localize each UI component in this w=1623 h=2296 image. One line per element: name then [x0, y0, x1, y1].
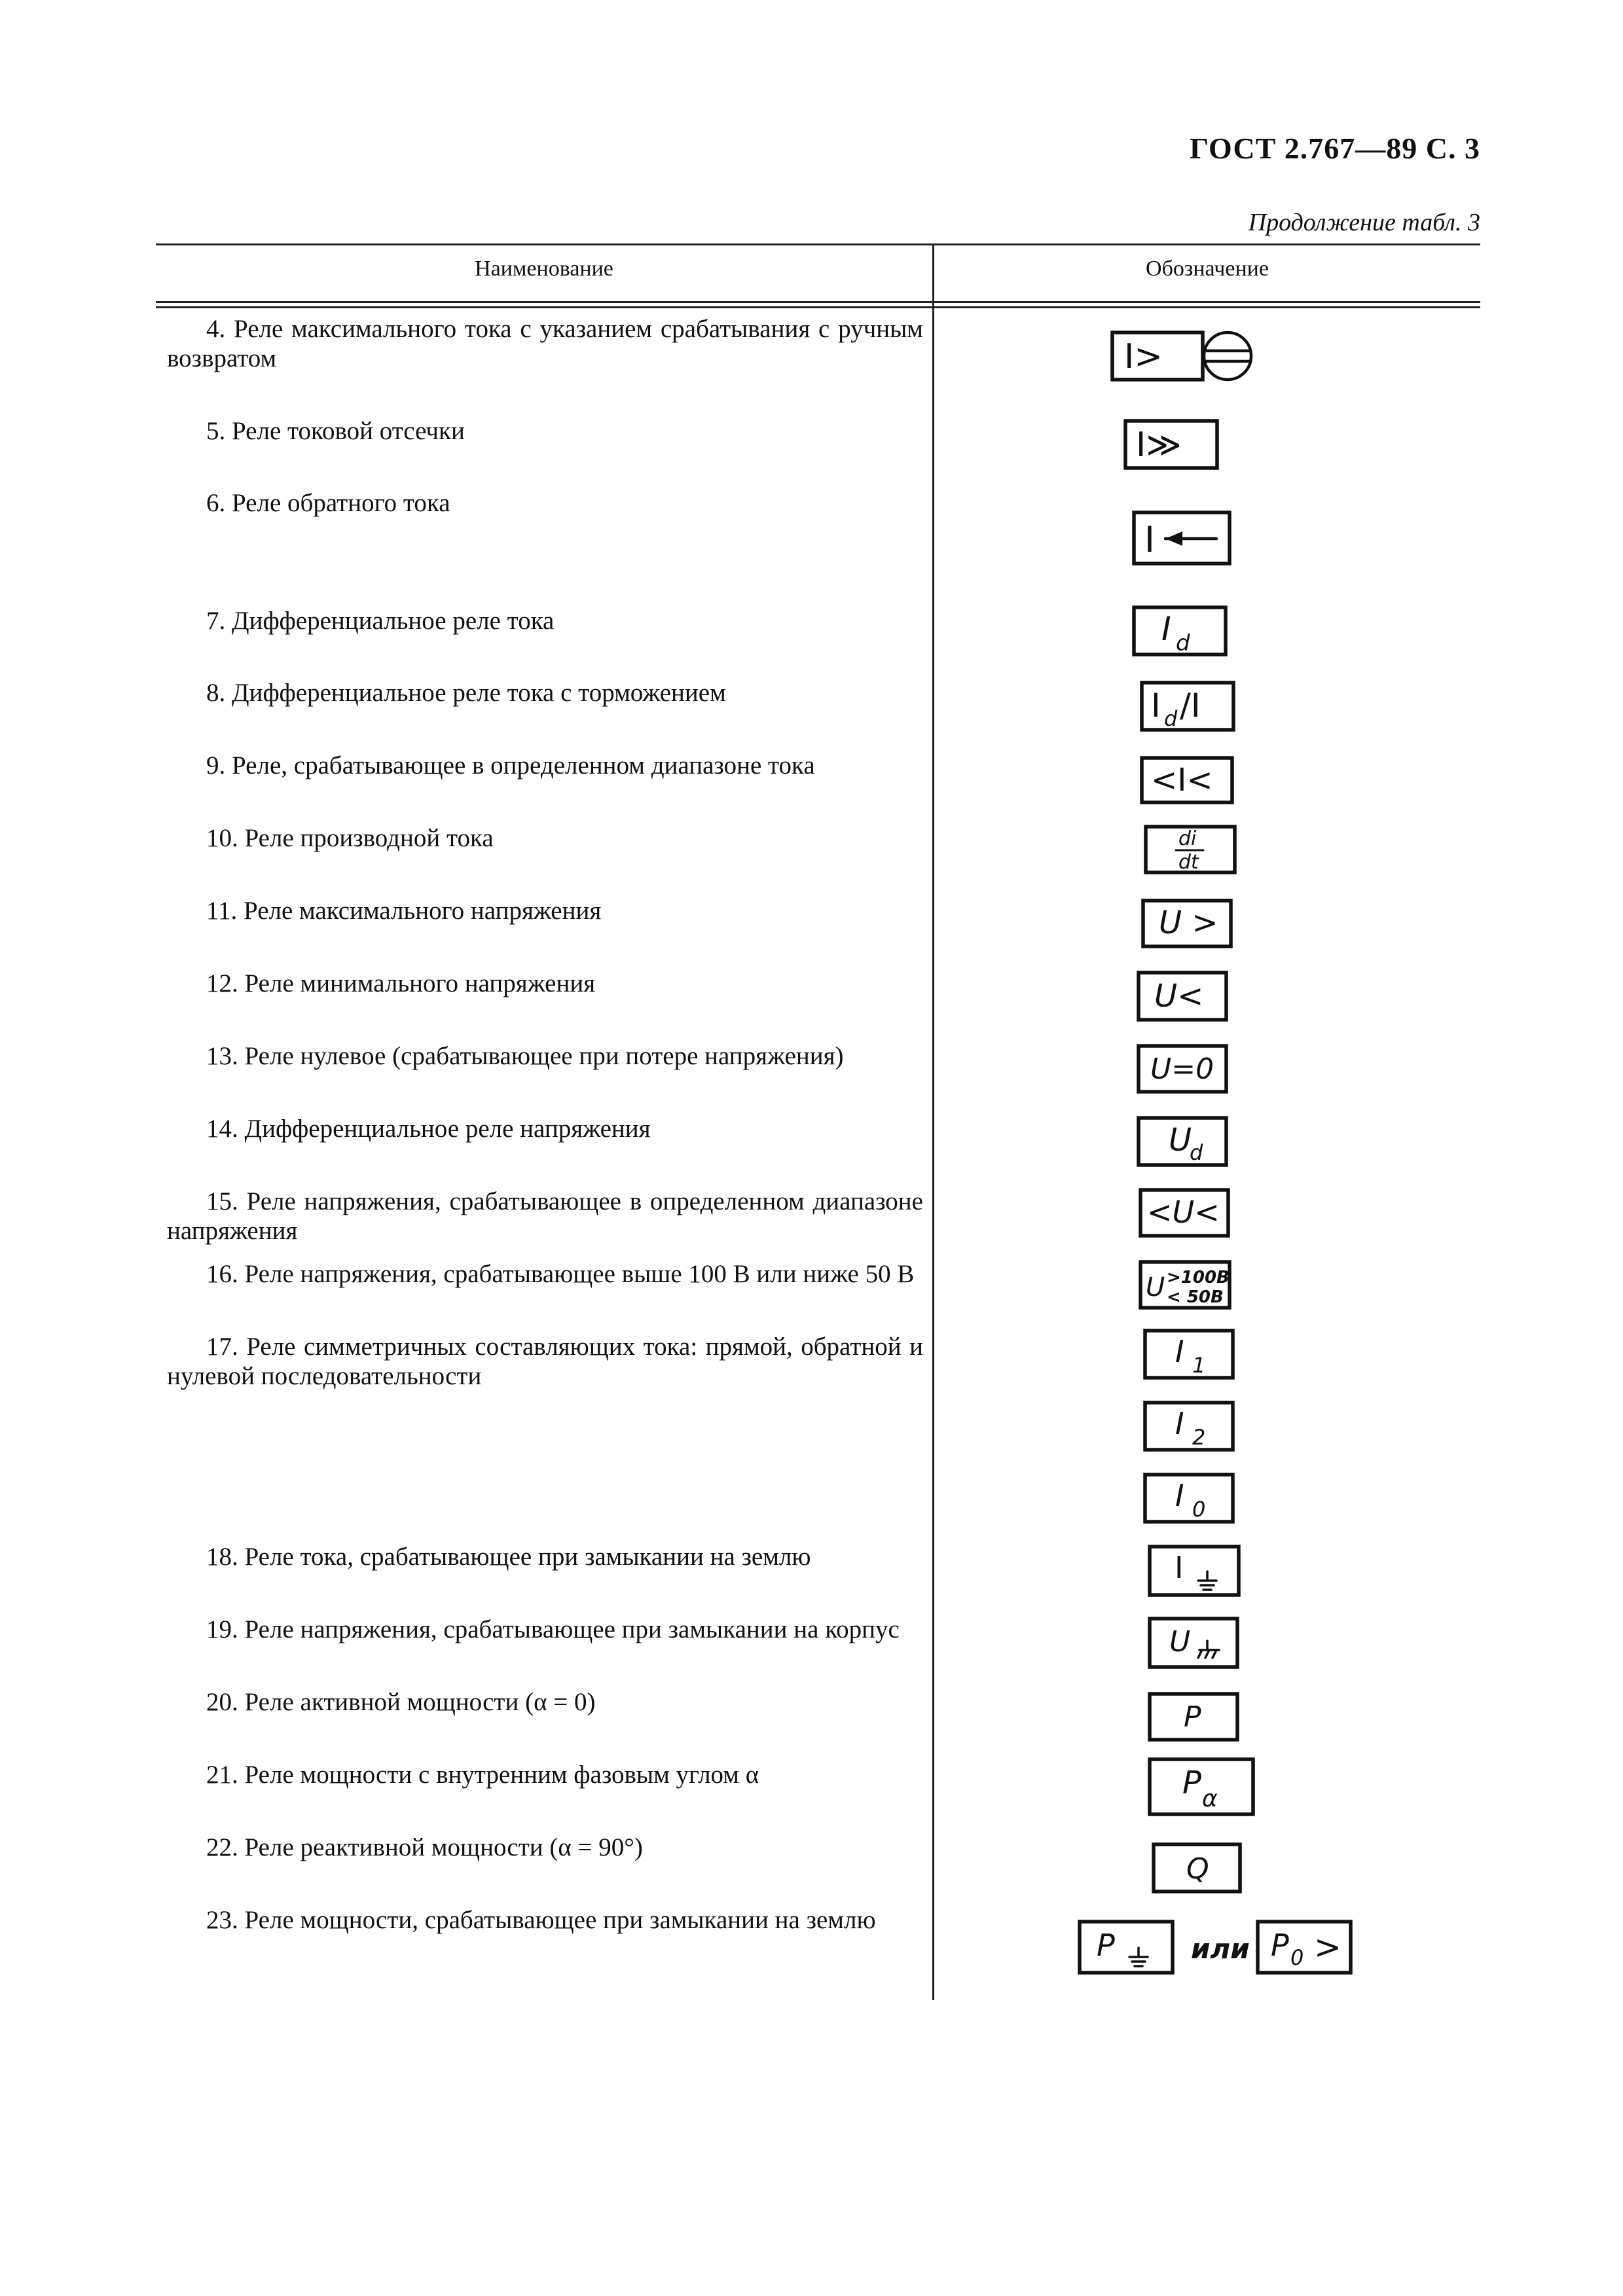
- symbol-reactive-power: [1151, 1839, 1249, 1895]
- svg-text:I: I: [1175, 1406, 1184, 1441]
- symbol-earth-fault-power: [1077, 1916, 1359, 1982]
- table-row-name: 4. Реле максимального тока с указанием срабатывания с ручным возвратом: [167, 315, 923, 372]
- table-row-name: 18. Реле тока, срабатывающее при замыкании на землю: [206, 1543, 811, 1571]
- svg-text:dt: dt: [1178, 851, 1199, 874]
- symbol-undervoltage: [1136, 967, 1234, 1024]
- symbol-zero-voltage: [1136, 1041, 1234, 1097]
- symbol-phase-angle-power: [1147, 1754, 1258, 1820]
- svg-text:U: U: [1146, 1272, 1165, 1302]
- table-row-name: 6. Реле обратного тока: [206, 489, 450, 517]
- symbol-chassis-fault-voltage: [1147, 1613, 1245, 1672]
- svg-text:I: I: [1175, 1334, 1184, 1369]
- page-header: ГОСТ 2.767—89 С. 3: [1189, 132, 1480, 165]
- svg-text:I: I: [1161, 610, 1171, 648]
- svg-text:P: P: [1097, 1928, 1115, 1963]
- symbol-instantaneous-overcurrent: [1123, 416, 1221, 475]
- chassis-ground-icon: [1198, 1641, 1219, 1658]
- table-row-name: 5. Реле токовой отсечки: [206, 417, 465, 445]
- table-row-name: 7. Дифференциальное реле тока: [206, 607, 555, 635]
- svg-text:<I<: <I<: [1151, 762, 1213, 798]
- table-header-rule: [156, 301, 1480, 303]
- ground-icon: [1198, 1571, 1216, 1590]
- svg-text:I: I: [1175, 1478, 1184, 1513]
- table-row-name: 13. Реле нулевое (срабатывающее при потере напряжения): [206, 1042, 844, 1070]
- symbol-voltage-window: [1138, 1257, 1236, 1313]
- column-header-symbol: Обозначение: [1146, 257, 1269, 281]
- svg-text:P: P: [1182, 1765, 1201, 1801]
- table-row-name: 9. Реле, срабатывающее в определенном диапазоне тока: [206, 751, 815, 780]
- ground-icon: [1129, 1948, 1148, 1966]
- svg-text:Q: Q: [1186, 1852, 1209, 1886]
- table-row-name: 14. Дифференциальное реле напряжения: [206, 1115, 651, 1143]
- svg-text:I>: I>: [1124, 337, 1163, 376]
- table-top-rule: [156, 243, 1480, 245]
- symbol-overvoltage: [1140, 895, 1239, 952]
- table-row-name: 10. Реле производной тока: [206, 824, 494, 852]
- table-row-name: 8. Дифференциальное реле тока с торможением: [206, 679, 726, 707]
- manual-reset-circle-icon: [1204, 332, 1251, 380]
- svg-text:/I: /I: [1180, 687, 1201, 725]
- svg-text:<U<: <U<: [1147, 1194, 1220, 1230]
- table-continuation-note: Продолжение табл. 3: [1248, 209, 1480, 236]
- table-column-divider: [932, 243, 934, 2000]
- svg-text:>100В: >100В: [1167, 1268, 1230, 1287]
- svg-text:или: или: [1191, 1933, 1250, 1965]
- svg-text:U: U: [1169, 1625, 1191, 1659]
- symbol-active-power: [1147, 1689, 1245, 1745]
- symbol-differential-current: [1131, 602, 1230, 661]
- table-row-name: 19. Реле напряжения, срабатывающее при замыкании на корпус: [206, 1615, 900, 1643]
- svg-text:U=0: U=0: [1150, 1052, 1214, 1086]
- table-row-name: 20. Реле активной мощности (α = 0): [206, 1688, 596, 1716]
- svg-text:< 50В: < 50В: [1167, 1287, 1224, 1307]
- symbol-positive-sequence-current: [1142, 1325, 1241, 1382]
- svg-text:>: >: [1314, 1928, 1341, 1966]
- symbol-overcurrent-manual-reset: [1110, 327, 1260, 386]
- svg-text:I: I: [1175, 1550, 1184, 1585]
- table-row-name: 16. Реле напряжения, срабатывающее выше 100 В или ниже 50 В: [206, 1260, 915, 1288]
- reverse-arrow-icon: [1165, 531, 1216, 546]
- svg-text:d: d: [1190, 1140, 1203, 1165]
- svg-text:U >: U >: [1159, 905, 1218, 941]
- table-row-name: 12. Реле минимального напряжения: [206, 969, 596, 997]
- table-header-rule-2: [156, 306, 1480, 308]
- table-row-name: 21. Реле мощности с внутренним фазовым углом α: [206, 1761, 759, 1789]
- symbol-earth-fault-current: [1147, 1541, 1245, 1600]
- symbol-differential-current-restraint: [1139, 677, 1237, 736]
- svg-text:2: 2: [1192, 1425, 1206, 1450]
- table-row-name: 15. Реле напряжения, срабатывающее в определенном диапазоне напряжения: [167, 1187, 923, 1245]
- symbol-negative-sequence-current: [1142, 1397, 1241, 1454]
- table-row-name: 22. Реле реактивной мощности (α = 90°): [206, 1833, 643, 1861]
- svg-text:d: d: [1164, 706, 1178, 731]
- svg-text:I: I: [1144, 519, 1155, 560]
- svg-text:0: 0: [1290, 1945, 1304, 1970]
- svg-text:I≫: I≫: [1136, 425, 1182, 465]
- symbol-current-range: [1139, 753, 1237, 809]
- svg-text:U<: U<: [1154, 978, 1204, 1014]
- svg-text:α: α: [1202, 1785, 1218, 1812]
- symbol-reverse-current: [1131, 507, 1236, 569]
- svg-text:1: 1: [1192, 1353, 1206, 1378]
- symbol-zero-sequence-current: [1142, 1469, 1241, 1526]
- svg-text:I: I: [1151, 687, 1161, 725]
- svg-text:U: U: [1169, 1122, 1192, 1158]
- symbol-differential-voltage: [1136, 1113, 1234, 1169]
- column-header-name: Наименование: [475, 257, 613, 281]
- symbol-voltage-range: [1138, 1185, 1236, 1241]
- svg-text:d: d: [1176, 630, 1190, 656]
- symbol-current-derivative: [1143, 821, 1241, 878]
- svg-text:P: P: [1271, 1928, 1289, 1963]
- svg-text:P: P: [1184, 1700, 1201, 1734]
- table-row-name: 23. Реле мощности, срабатывающее при замыкании на землю: [206, 1906, 876, 1934]
- svg-text:di: di: [1178, 827, 1197, 850]
- table-row-name: 17. Реле симметричных составляющих тока: прямой, обратной и нулевой последовательности: [167, 1333, 923, 1390]
- svg-text:0: 0: [1192, 1497, 1206, 1522]
- table-row-name: 11. Реле максимального напряжения: [206, 897, 602, 925]
